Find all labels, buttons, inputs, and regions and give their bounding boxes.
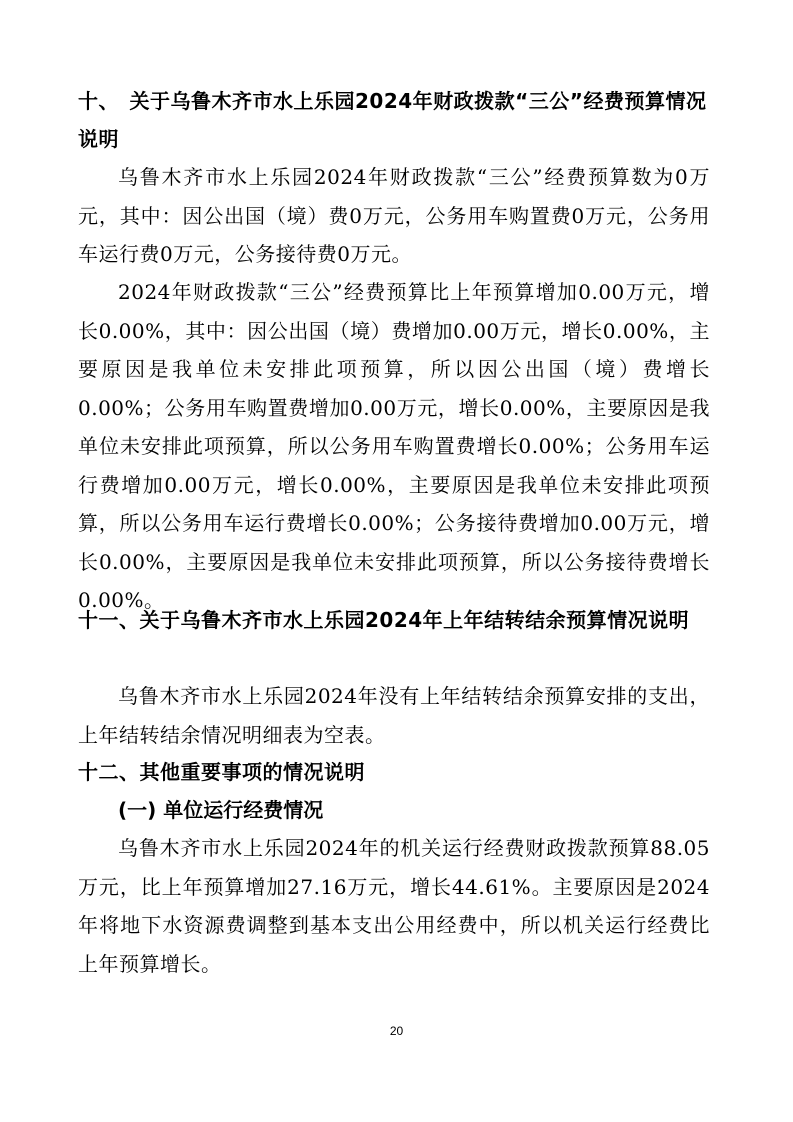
section-10-paragraph-2: 2024年财政拨款“三公”经费预算比上年预算增加0.00万元，增长0.00%，其中：因公出国（境）费增加0.00万元，增长0.00%，主要原因是我单位未安排此项预算，所以因公出国（境）费增长0.00%；公务用车购置费增加0.00万元，增长0.00%，主要原因是我单位未安排此项预算，所以公务用车购置费增长0.00%；公务用车运行费增加0.00万元，增长0.00%，主要原因是我单位未安排此项预算，所以公务用车运行费增长0.00%；公务接待费增加0.00万元，增长0.00%，主要原因是我单位未安排此项预算，所以公务接待费增长0.00%。 — [78, 280, 710, 612]
section-10-heading: 十、 关于乌鲁木齐市水上乐园2024年财政拨款“三公”经费预算情况说明 — [78, 89, 707, 151]
section-12-subheading: (一) 单位运行经费情况 — [118, 798, 324, 822]
section-11-heading: 十一、关于乌鲁木齐市水上乐园2024年上年结转结余预算情况说明 — [78, 608, 690, 632]
section-12-paragraph-1: 乌鲁木齐市水上乐园2024年的机关运行经费财政拨款预算88.05万元，比上年预算增加27.16万元，增长44.61%。主要原因是2024年将地下水资源费调整到基本支出公用经费中，所以机关运行经费比上年预算增长。 — [78, 836, 710, 976]
page-number: 20 — [389, 1024, 404, 1038]
section-11-paragraph-1: 乌鲁木齐市水上乐园2024年没有上年结转结余预算安排的支出，上年结转结余情况明细表为空表。 — [78, 684, 710, 747]
section-12-heading: 十二、其他重要事项的情况说明 — [78, 760, 365, 784]
section-10-paragraph-1: 乌鲁木齐市水上乐园2024年财政拨款“三公”经费预算数为0万元，其中：因公出国（境）费0万元，公务用车购置费0万元，公务用车运行费0万元，公务接待费0万元。 — [78, 165, 710, 266]
